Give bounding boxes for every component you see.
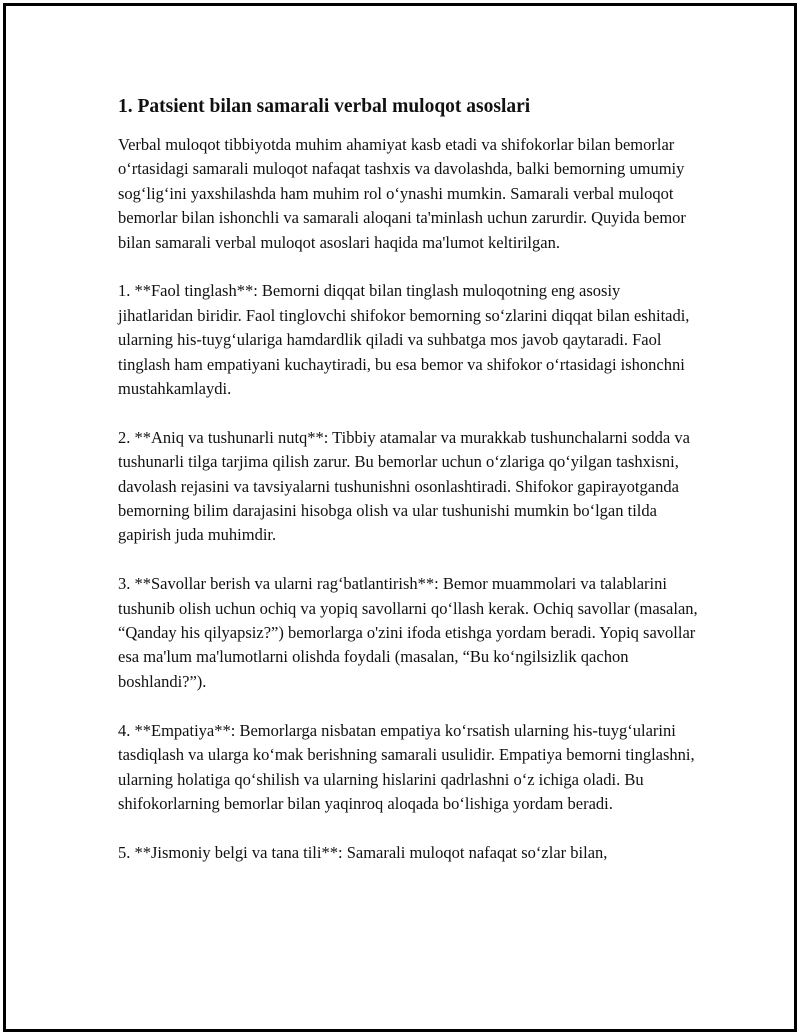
paragraph-body-language: 5. **Jismoniy belgi va tana tili**: Samarali muloqot nafaqat so‘zlar bilan,	[118, 842, 608, 862]
paragraph-clear-speech: 2. **Aniq va tushunarli nutq**: Tibbiy atamalar va murakkab tushunchalarni sodda va tushunarli tilga tarjima qilish zarur. Bu bemorlar uchun o‘zlariga qo‘yilgan tashxisni, davolash rejasini va tavsiyalarni tushunishni osonlashtiradi. Shifokor gapirayotganda bemorning bilim darajasini hisobga olish va ular tushunishi mumkin bo‘lgan tilda gapirish juda muhimdir.	[118, 427, 690, 545]
paragraph-active-listening: 1. **Faol tinglash**: Bemorni diqqat bilan tinglash muloqotning eng asosiy jihatlaridan biridir. Faol tinglovchi shifokor bemorning so‘zlarini diqqat bilan eshitadi, ularning his-tuyg‘ulariga hamdardlik qiladi va suhbatga mos javob qaytaradi. Faol tinglash ham empatiyani kuchaytiradi, bu esa bemor va shifokor o‘rtasidagi ishonchni mustahkamlaydi.	[118, 281, 690, 399]
paragraph-asking-questions: 3. **Savollar berish va ularni rag‘batlantirish**: Bemor muammolari va talablarini tushunib olish uchun ochiq va yopiq savollarni qo‘llash kerak. Ochiq savollar (masalan, “Qanday his qilyapsiz?”) bemorlarga o'zini ifoda etishga yordam beradi. Yopiq savollar esa ma'lum ma'lumotlarni olishda foydali (masalan, “Bu ko‘ngilsizlik qachon boshlandi?”).	[118, 574, 698, 691]
paragraph-empathy: 4. **Empatiya**: Bemorlarga nisbatan empatiya ko‘rsatish ularning his-tuyg‘ularini tasdiqlash va ularga ko‘mak berishning samarali usulidir. Empatiya bemorni tinglashni, ularning holatiga qo‘shilish va ularning hislarini qadrlashni o‘z ichiga oladi. Bu shifokorlarning bemorlar bilan yaqinroq aloqada bo‘lishiga yordam beradi.	[118, 720, 695, 813]
document-title: 1. Patsient bilan samarali verbal muloqot asoslari	[118, 96, 531, 117]
intro-paragraph: Verbal muloqot tibbiyotda muhim ahamiyat kasb etadi va shifokorlar bilan bemorlar o‘rtasidagi samarali muloqot nafaqat tashxis va davolashda, balki bemorning umumiy sog‘lig‘ini yaxshilashda ham muhim rol o‘ynashi mumkin. Samarali verbal muloqot bemorlar bilan ishonchli va samarali aloqani ta'minlash uchun zarurdir. Quyida bemor bilan samarali verbal muloqot asoslari haqida ma'lumot keltirilgan.	[118, 135, 686, 252]
document-body	[118, 93, 698, 890]
